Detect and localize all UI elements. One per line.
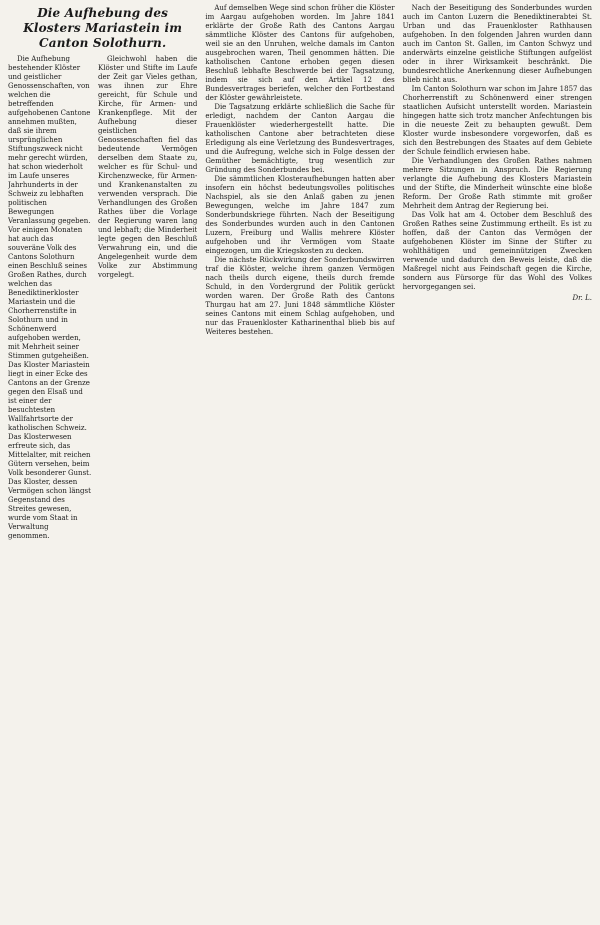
paragraph: Die sämmtlichen Klosteraufhebungen hatten aber insofern ein höchst bedeutungsvolles politisches Nachspiel, als sie den Anlaß gaben zu jenen Bewegungen, welche im Jahre 1847 zum Sonderbundskriege führten. Nach der Beseitigung des Sonderbundes wurden auch in den Cantonen Luzern, Freiburg und Wallis mehrere Klöster aufgehoben und ihr Vermögen vom Staate eingezogen, um die Kriegskosten zu decken. (205, 175, 395, 255)
paragraph: Im Canton Solothurn war schon im Jahre 1857 das Chorherrenstift zu Schönenwerd einer strengen staatlichen Aufsicht unterstellt worden. Mariastein hingegen hatte sich trotz mancher Anfechtungen bis in die neueste Zeit zu behaupten gewußt. Dem Kloster wurde insbesondere vorgeworfen, daß es sich den Bestrebungen des Staates auf dem Gebiete der Schule feindlich erwiesen habe. (402, 85, 592, 156)
column-3 (403, 4, 592, 917)
author-signature: Dr. L. (572, 294, 592, 302)
paragraph: Auf demselben Wege sind schon früher die Klöster im Aargau aufgehoben worden. Im Jahre 1841 erklärte der Große Rath des Cantons Aargau sämmtliche Klöster des Cantons für aufgehoben, weil sie an den Unruhen, welche damals im Canton ausgebrochen waren, Theil genommen hätten. Die katholischen Cantone erhoben gegen diesen Beschluß lebhafte Beschwerde bei der Tagsatzung, indem sie sich auf den Artikel 12 des Bundesvertrages beriefen, welcher den Fortbestand der Klöster gewährleistete. (205, 4, 395, 102)
newspaper-page (8, 4, 592, 917)
column-1-narrow-text (8, 55, 92, 541)
paragraph: Gleichwohl haben die Klöster und Stifte im Laufe der Zeit gar Vieles gethan, was ihnen zur Ehre gereicht, für Schule und Kirche, für Armen- und Krankenpflege. Mit der Aufhebung dieser geistlichen Genossenschaften fiel das bedeutende Vermögen derselben dem Staate zu, welcher es für Schul- und Kirchenzwecke, für Armen- und Krankenanstalten zu verwenden versprach. Die Verhandlungen des Großen Rathes über die Vorlage der Regierung waren lang und lebhaft; die Minderheit legte gegen den Beschluß Verwahrung ein, und die Angelegenheit wurde dem Volke zur Abstimmung vorgelegt. (98, 55, 198, 279)
paragraph: Die Tagsatzung erklärte schließlich die Sache für erledigt, nachdem der Canton Aargau die Frauenklöster wiederhergestellt hatte. Die katholischen Cantone aber betrachteten diese Erledigung als eine Verletzung des Bundesvertrages, und die Aufregung, welche sich in Folge dessen der Gemüther bemächtigte, trug wesentlich zur Gründung des Sonderbundes bei. (205, 103, 395, 174)
paragraph: Die Verhandlungen des Großen Rathes nahmen mehrere Sitzungen in Anspruch. Die Regierung verlangte die Aufhebung des Klosters Mariastein und der Stifte, die Minderheit wünschte eine bloße Reform. Der Große Rath stimmte mit großer Mehrheit dem Antrag der Regierung bei. (402, 157, 592, 210)
column-1 (8, 4, 197, 917)
article-title: Die Aufhebung des Klosters Mariastein im Canton Solothurn. (23, 6, 183, 50)
paragraph: Nach der Beseitigung des Sonderbundes wurden auch im Canton Luzern die Benediktinerabtei St. Urban und das Frauenkloster Rathhausen aufgehoben. In den folgenden Jahren wurden dann auch im Canton St. Gallen, im Canton Schwyz und anderwärts einzelne geistliche Stiftungen aufgelöst oder in ihrer Wirksamkeit beschränkt. Die bundesrechtliche Anerkennung dieser Aufhebungen blieb nicht aus. (402, 4, 592, 84)
paragraph: Das Volk hat am 4. October dem Beschluß des Großen Rathes seine Zustimmung ertheilt. Es ist zu hoffen, daß der Canton das Vermögen der aufgehobenen Klöster im Sinne der Stifter zu wohlthätigen und gemeinnützigen Zwecken verwende und dadurch den Beweis leiste, daß die Maßregel nicht aus Feindschaft gegen die Kirche, sondern aus Fürsorge für das Wohl des Volkes hervorgegangen sei. (402, 211, 592, 291)
column-2 (205, 4, 394, 917)
paragraph: Die nächste Rückwirkung der Sonderbundswirren traf die Klöster, welche ihrem ganzen Vermögen nach theils durch eigene, theils durch fremde Schuld, in den Vordergrund der Politik gerückt worden waren. Der Große Rath des Cantons Thurgau hat am 27. Juni 1848 sämmtliche Klöster seines Cantons mit einem Schlag aufgehoben, und nur das Frauenkloster Katharinenthal blieb bis auf Weiteres bestehen. (205, 256, 395, 336)
paragraph: Die Aufhebung bestehender Klöster und geistlicher Genossenschaften, von welchen die betreffenden aufgehobenen Cantone annehmen mußten, daß sie ihrem ursprünglichen Stiftungszweck nicht mehr gerecht würden, hat schon wiederholt im Laufe unseres Jahrhunderts in der Schweiz zu lebhaften politischen Bewegungen Veranlassung gegeben. Vor einigen Monaten hat auch das souveräne Volk des Cantons Solothurn einen Beschluß seines Großen Rathes, durch welchen das Benediktinerkloster Mariastein und die Chorherrenstifte in Solothurn und in Schönenwerd aufgehoben werden, mit Mehrheit seiner Stimmen gutgeheißen. Das Kloster Mariastein liegt in einer Ecke des Cantons an der Grenze gegen den Elsaß und ist einer der besuchtesten Wallfahrtsorte der katholischen Schweiz. Das Klosterwesen erfreute sich, das Mittelalter, mit reichen Gütern versehen, beim Volk besonderer Gunst. Das Kloster, dessen Vermögen schon längst Gegenstand des Streites gewesen, wurde vom Staat in Verwaltung genommen. (8, 55, 92, 540)
